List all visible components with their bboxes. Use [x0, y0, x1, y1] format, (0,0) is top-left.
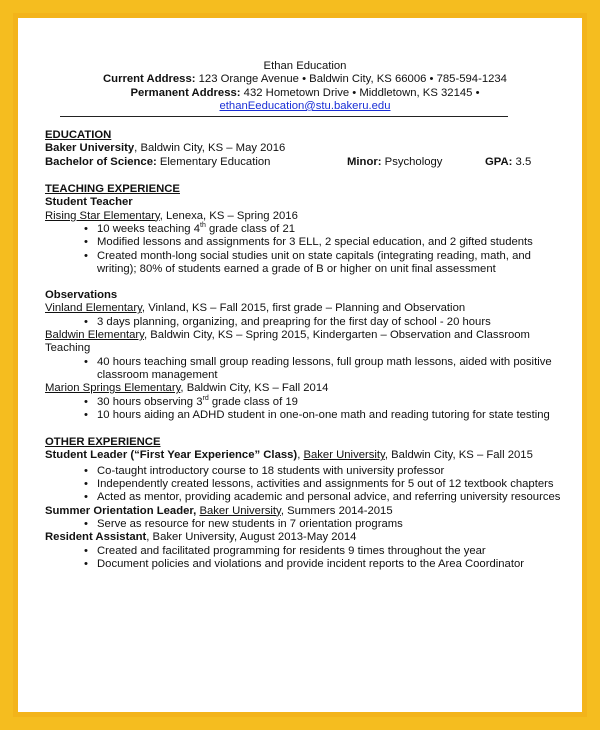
list-item: • Serve as resource for new students in 7 orientation programs — [97, 518, 565, 531]
email-line — [45, 100, 565, 113]
teaching-heading: TEACHING EXPERIENCE — [45, 183, 180, 196]
list-item: • 10 hours aiding an ADHD student in one-on-one math and reading tutoring for state testing — [97, 409, 565, 422]
current-address-label: Current Address: — [103, 73, 196, 86]
other-role-2-line: Summer Orientation Leader, Baker University, Summers 2014-2015 — [45, 504, 393, 517]
gpa-value: 3.5 — [515, 155, 532, 168]
teaching-bullets — [45, 223, 565, 276]
permanent-address-value: 432 Hometown Drive • Middletown, KS 32145 • — [243, 86, 480, 99]
list-item: • Created and facilitated programming for residents 9 times throughout the year — [97, 545, 565, 558]
education-school-line — [45, 142, 565, 155]
permanent-address-line — [45, 87, 565, 100]
observation-1-line: Vinland Elementary, Vinland, KS – Fall 2015, first grade – Planning and Observation — [45, 302, 466, 315]
minor-value: Psychology — [384, 155, 443, 168]
header-name: Ethan Education — [263, 60, 347, 72]
list-item: • Document policies and violations and provide incident reports to the Area Coordinator — [97, 558, 565, 571]
list-item: • 10 weeks teaching 4th grade class of 21 — [97, 223, 565, 236]
resume-content — [45, 60, 565, 571]
list-item: • Acted as mentor, providing academic and personal advice, and referring university resources — [97, 491, 565, 504]
permanent-address-label: Permanent Address: — [130, 86, 241, 99]
header-divider — [60, 116, 508, 117]
teaching-role: Student Teacher — [45, 196, 133, 209]
bottom-fade — [18, 690, 582, 712]
list-item: • Independently created lessons, activities and assignments for 5 out of 12 textbook chapters — [97, 478, 565, 491]
list-item: • 30 hours observing 3rd grade class of 19 — [97, 396, 565, 409]
teaching-place: Rising Star Elementary — [45, 209, 160, 222]
other-role-2: Summer Orientation Leader, — [45, 504, 197, 517]
education-school: Baker University — [45, 142, 135, 155]
observations-heading: Observations — [45, 289, 118, 302]
teaching-place-line — [45, 210, 565, 223]
other-heading: OTHER EXPERIENCE — [45, 436, 161, 449]
email-link[interactable]: ethanEeducation@stu.bakeru.edu — [219, 99, 391, 112]
degree-value: Elementary Education — [159, 155, 271, 168]
other-role-2-place: Baker University — [199, 504, 281, 517]
list-item: • Co-taught introductory course to 18 students with university professor — [97, 465, 565, 478]
other-role-1-place: Baker University — [303, 449, 385, 462]
gpa-label: GPA: — [485, 155, 513, 168]
degree-label: Bachelor of Science: — [45, 155, 157, 168]
minor-label: Minor: — [347, 155, 382, 168]
observation-2-line: Baldwin Elementary, Baldwin City, KS – Spring 2015, Kindergarten – Observation and Classroom Teaching — [45, 329, 530, 355]
current-address-value: 123 Orange Avenue • Baldwin City, KS 66006 • 785-594-1234 — [198, 73, 507, 86]
other-role-1-line: Student Leader (“First Year Experience” Class), Baker University, Baldwin City, KS – Fall 2015 — [45, 449, 533, 462]
education-degree-line — [45, 156, 565, 169]
other-role-1: Student Leader (“First Year Experience” Class) — [45, 449, 298, 462]
list-item: • Modified lessons and assignments for 3 ELL, 2 special education, and 2 gifted students — [97, 236, 565, 249]
other-role-3: Resident Assistant — [45, 531, 147, 544]
current-address-line — [45, 73, 565, 86]
list-item: • Created month-long social studies unit on state capitals (integrating reading, math, and writing); 80% of students earned a grade of B or higher on unit final assessment — [97, 250, 565, 277]
education-school-rest: , Baldwin City, KS – May 2016 — [134, 142, 286, 155]
list-item: • 40 hours teaching small group reading lessons, full group math lessons, aided with positive classroom management — [97, 356, 565, 383]
education-heading: EDUCATION — [45, 129, 112, 142]
observation-3-line: Marion Springs Elementary, Baldwin City, KS – Fall 2014 — [45, 382, 329, 395]
resume-page — [18, 18, 582, 712]
observation-2-place: Baldwin Elementary — [45, 329, 144, 342]
list-item: • 3 days planning, organizing, and preapring for the first day of school - 20 hours — [97, 316, 565, 329]
teaching-place-rest: , Lenexa, KS – Spring 2016 — [159, 209, 298, 222]
observation-3-place: Marion Springs Elementary — [45, 382, 181, 395]
observation-1-place: Vinland Elementary — [45, 302, 142, 315]
other-role-3-line: Resident Assistant, Baker University, August 2013-May 2014 — [45, 531, 357, 544]
